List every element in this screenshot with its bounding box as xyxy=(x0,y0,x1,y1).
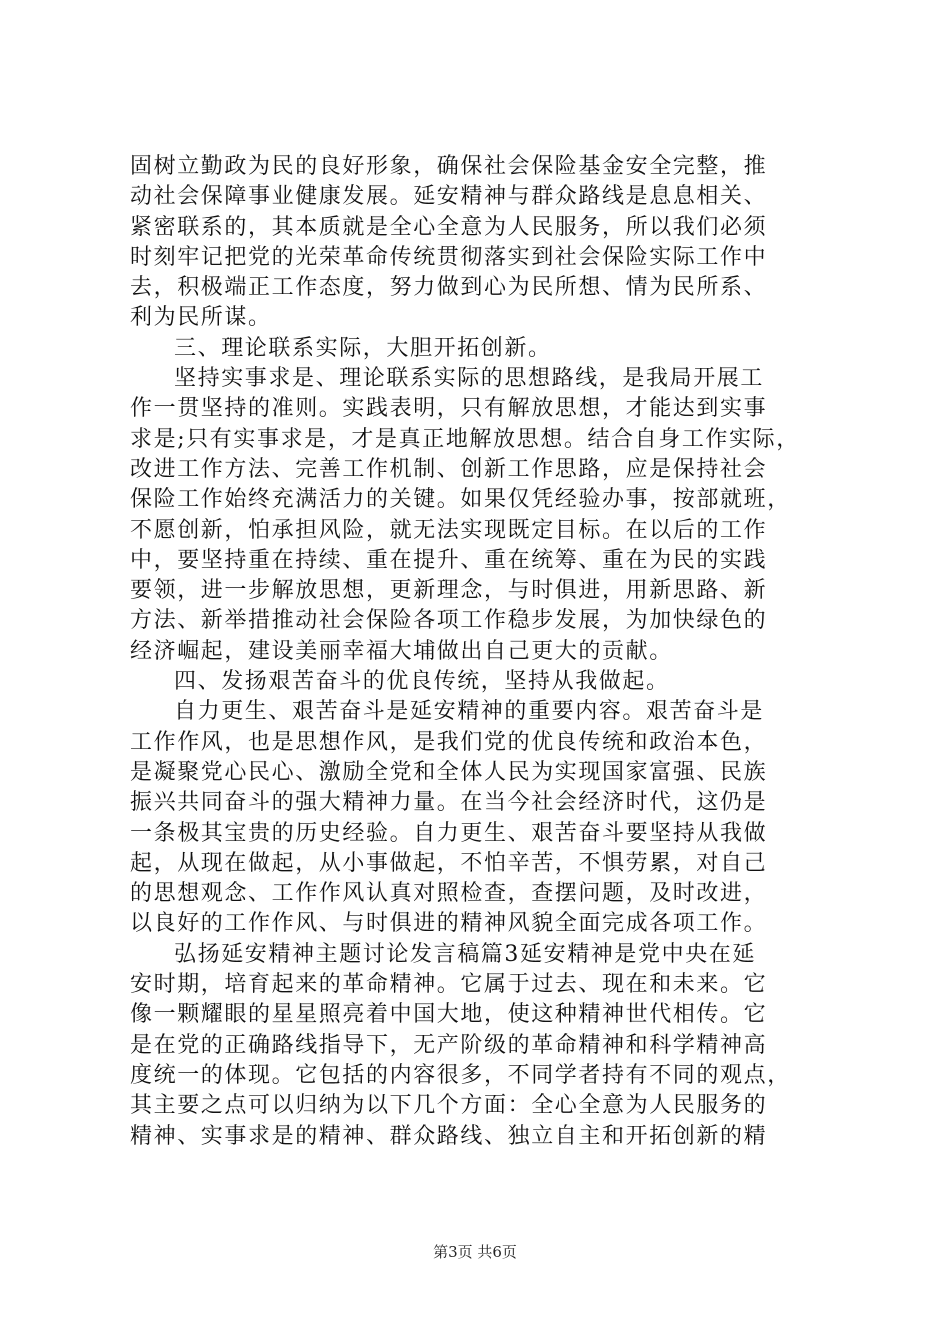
text-line: 经济崛起，建设美丽幸福大埔做出自己更大的贡献。 xyxy=(130,638,673,664)
text-line: 其主要之点可以归纳为以下几个方面：全心全意为人民服务的 xyxy=(130,1093,768,1119)
text-line: 像一颗耀眼的星星照亮着中国大地，使这种精神世代相传。它 xyxy=(130,1002,768,1028)
text-line: 方法、新举措推动社会保险各项工作稳步发展，为加快绿色的 xyxy=(130,608,768,634)
text-line: 三、理论联系实际，大胆开拓创新。 xyxy=(174,335,552,361)
text-line: 工作作风，也是思想作风，是我们党的优良传统和政治本色， xyxy=(130,729,768,755)
text-line: 起，从现在做起，从小事做起，不怕辛苦，不惧劳累，对自己 xyxy=(130,850,768,876)
text-line: 动社会保障事业健康发展。延安精神与群众路线是息息相关、 xyxy=(130,184,768,210)
text-line: 坚持实事求是、理论联系实际的思想路线，是我局开展工 xyxy=(174,366,765,392)
text-line: 固树立勤政为民的良好形象，确保社会保险基金安全完整，推 xyxy=(130,154,768,179)
document-body xyxy=(130,152,830,1152)
text-line: 要领，进一步解放思想，更新理念，与时俱进，用新思路、新 xyxy=(130,578,768,604)
text-line: 精神、实事求是的精神、群众路线、独立自主和开拓创新的精 xyxy=(130,1123,768,1149)
page-footer xyxy=(0,1242,950,1262)
text-line: 去，积极端正工作态度，努力做到心为民所想、情为民所系、 xyxy=(130,275,768,301)
text-line: 紧密联系的，其本质就是全心全意为人民服务，所以我们必须 xyxy=(130,214,768,240)
text-line: 一条极其宝贵的历史经验。自力更生、艰苦奋斗要坚持从我做 xyxy=(130,820,768,846)
text-line: 四、发扬艰苦奋斗的优良传统，坚持从我做起。 xyxy=(174,669,670,695)
text-line: 保险工作始终充满活力的关键。如果仅凭经验办事，按部就班， xyxy=(130,487,791,513)
text-line: 利为民所谋。 xyxy=(130,305,272,331)
text-line: 弘扬延安精神主题讨论发言稿篇3延安精神是党中央在延 xyxy=(174,941,756,967)
text-line: 自力更生、艰苦奋斗是延安精神的重要内容。艰苦奋斗是 xyxy=(174,699,765,725)
text-line: 是在党的正确路线指导下，无产阶级的革命精神和科学精神高 xyxy=(130,1032,768,1058)
text-line: 的思想观念、工作作风认真对照检查，查摆问题，及时改进， xyxy=(130,881,768,907)
text-line: 是凝聚党心民心、激励全党和全体人民为实现国家富强、民族 xyxy=(130,759,768,785)
text-line: 振兴共同奋斗的强大精神力量。在当今社会经济时代，这仍是 xyxy=(130,790,768,816)
text-line: 求是;只有实事求是，才是真正地解放思想。结合自身工作实际， xyxy=(130,426,800,452)
text-line: 安时期，培育起来的革命精神。它属于过去、现在和未来。它 xyxy=(130,972,768,998)
page-number: 第3页 共6页 xyxy=(433,1243,517,1261)
text-line: 作一贯坚持的准则。实践表明，只有解放思想，才能达到实事 xyxy=(130,396,768,422)
text-line: 时刻牢记把党的光荣革命传统贯彻落实到社会保险实际工作中 xyxy=(130,244,768,270)
text-line: 中，要坚持重在持续、重在提升、重在统筹、重在为民的实践 xyxy=(130,547,768,573)
text-line: 以良好的工作作风、与时俱进的精神风貌全面完成各项工作。 xyxy=(130,911,768,937)
text-line: 不愿创新，怕承担风险，就无法实现既定目标。在以后的工作 xyxy=(130,517,768,543)
text-line: 改进工作方法、完善工作机制、创新工作思路，应是保持社会 xyxy=(130,456,768,482)
text-line: 度统一的体现。它包括的内容很多，不同学者持有不同的观点， xyxy=(130,1062,791,1088)
